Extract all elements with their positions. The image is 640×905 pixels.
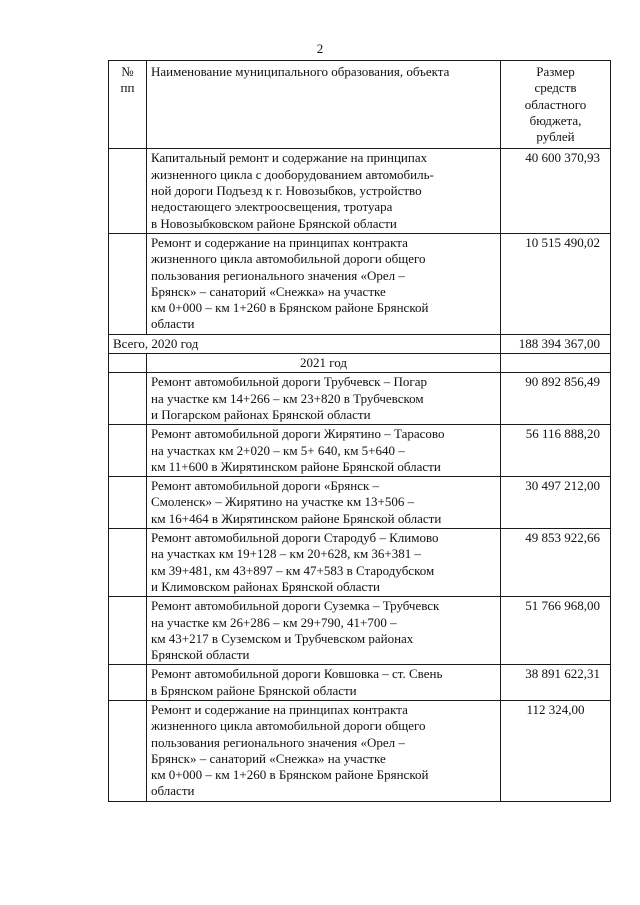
rows-2020: [109, 149, 611, 334]
budget-amount: 10 515 490,02: [501, 233, 611, 334]
table-row: [109, 149, 611, 233]
total-2020-amount: 188 394 367,00: [501, 334, 611, 353]
row-num-cell: [109, 529, 147, 597]
budget-amount: 90 892 856,49: [501, 373, 611, 425]
budget-amount: 56 116 888,20: [501, 425, 611, 477]
row-num-cell: [109, 425, 147, 477]
year-2021-num-cell: [109, 354, 147, 373]
page-number: 2: [316, 41, 324, 56]
object-name: Ремонт автомобильной дороги «Брянск – Смоленск» – Жирятино на участке км 13+506 – км 16+464 в Жирятинском районе Брянской области: [147, 477, 501, 529]
year-2021-row: [109, 354, 611, 373]
object-name: Ремонт автомобильной дороги Суземка – Трубчевск на участке км 26+286 – км 29+790, 41+700 – км 43+217 в Суземском и Трубчевском районах Брянской области: [147, 597, 501, 665]
budget-amount: 38 891 622,31: [501, 665, 611, 701]
row-num-cell: [109, 149, 147, 233]
budget-amount: 49 853 922,66: [501, 529, 611, 597]
table-row: [109, 597, 611, 665]
budget-amount: 30 497 212,00: [501, 477, 611, 529]
rows-2021: [109, 373, 611, 801]
row-num-cell: [109, 597, 147, 665]
header-name: Наименование муниципального образования, объекта: [147, 61, 501, 149]
year-2021-amount-cell: [501, 354, 611, 373]
total-2020-row: [109, 334, 611, 353]
table-row: [109, 529, 611, 597]
object-name: Ремонт автомобильной дороги Жирятино – Тарасово на участках км 2+020 – км 5+ 640, км 5+640 – км 11+600 в Жирятинском районе Брянской области: [147, 425, 501, 477]
row-num-cell: [109, 700, 147, 801]
header-num: № пп: [109, 61, 147, 149]
table-row: [109, 477, 611, 529]
year-2021-heading: 2021 год: [147, 354, 501, 373]
table-row: [109, 425, 611, 477]
total-2020-label: Всего, 2020 год: [109, 334, 501, 353]
budget-amount: 40 600 370,93: [501, 149, 611, 233]
table-header-row: [109, 61, 611, 149]
row-num-cell: [109, 665, 147, 701]
object-name: Ремонт и содержание на принципах контракта жизненного цикла автомобильной дороги общего пользования регионального значения «Орел – Брянск» – санаторий «Снежка» на участке км 0+000 – км 1+260 в Брянском районе Брянской области: [147, 700, 501, 801]
budget-amount: 51 766 968,00: [501, 597, 611, 665]
budget-amount: 112 324,00: [501, 700, 611, 801]
object-name: Капитальный ремонт и содержание на принципах жизненного цикла с дооборудованием автомобиль- ной дороги Подъезд к г. Новозыбков, устройство недостающего электроосвещения, тротуара в Новозыбковском районе Брянской области: [147, 149, 501, 233]
table-row: [109, 700, 611, 801]
table-row: [109, 233, 611, 334]
table-row: [109, 373, 611, 425]
object-name: Ремонт автомобильной дороги Трубчевск – Погар на участке км 14+266 – км 23+820 в Трубчевском и Погарском районах Брянской области: [147, 373, 501, 425]
header-amount: Размер средств областного бюджета, рублей: [501, 61, 611, 149]
row-num-cell: [109, 477, 147, 529]
object-name: Ремонт автомобильной дороги Стародуб – Климово на участках км 19+128 – км 20+628, км 36+381 – км 39+481, км 43+897 – км 47+583 в Стародубском и Климовском районах Брянской области: [147, 529, 501, 597]
row-num-cell: [109, 233, 147, 334]
object-name: Ремонт автомобильной дороги Ковшовка – ст. Свень в Брянском районе Брянской области: [147, 665, 501, 701]
table-row: [109, 665, 611, 701]
budget-table: [108, 60, 611, 802]
object-name: Ремонт и содержание на принципах контракта жизненного цикла автомобильной дороги общего пользования регионального значения «Орел – Брянск» – санаторий «Снежка» на участке км 0+000 – км 1+260 в Брянском районе Брянской области: [147, 233, 501, 334]
row-num-cell: [109, 373, 147, 425]
